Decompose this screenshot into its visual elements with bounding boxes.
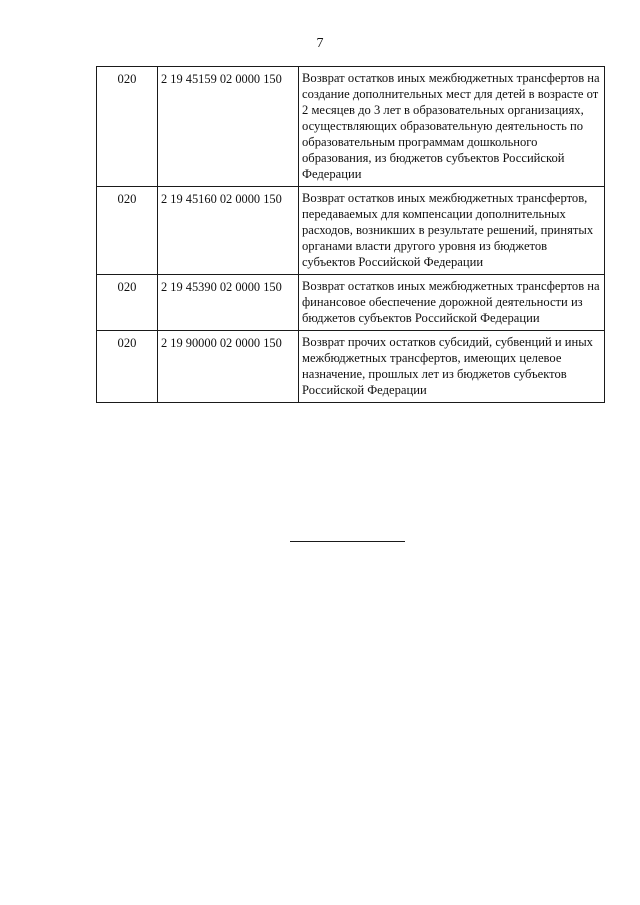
budget-code-cell: 2 19 45160 02 0000 150 [158, 187, 299, 275]
table-row [97, 67, 605, 187]
admin-code-cell: 020 [97, 67, 158, 187]
page-number: 7 [316, 36, 324, 51]
admin-code-cell: 020 [97, 331, 158, 403]
document-end-rule [290, 541, 405, 542]
table-row [97, 187, 605, 275]
income-name-cell: Возврат остатков иных межбюджетных трансфертов на финансовое обеспечение дорожной деятельности из бюджетов субъектов Российской Федерации [299, 275, 605, 331]
admin-code-cell: 020 [97, 275, 158, 331]
budget-code-cell: 2 19 45159 02 0000 150 [158, 67, 299, 187]
budget-code-cell: 2 19 90000 02 0000 150 [158, 331, 299, 403]
income-name-cell: Возврат прочих остатков субсидий, субвенций и иных межбюджетных трансфертов, имеющих целевое назначение, прошлых лет из бюджетов субъектов Российской Федерации [299, 331, 605, 403]
income-name-cell: Возврат остатков иных межбюджетных трансфертов на создание дополнительных мест для детей в возрасте от 2 месяцев до 3 лет в образовательных организациях, осуществляющих образовательную деятельность по образовательным программам дошкольного образования, из бюджетов субъектов Российской Федерации [299, 67, 605, 187]
table-row [97, 275, 605, 331]
admin-code-cell: 020 [97, 187, 158, 275]
budget-code-cell: 2 19 45390 02 0000 150 [158, 275, 299, 331]
income-name-cell: Возврат остатков иных межбюджетных трансфертов, передаваемых для компенсации дополнительных расходов, возникших в результате решений, принятых органами власти другого уровня из бюджетов субъектов Российской Федерации [299, 187, 605, 275]
budget-codes-table [96, 66, 605, 403]
table-row [97, 331, 605, 403]
